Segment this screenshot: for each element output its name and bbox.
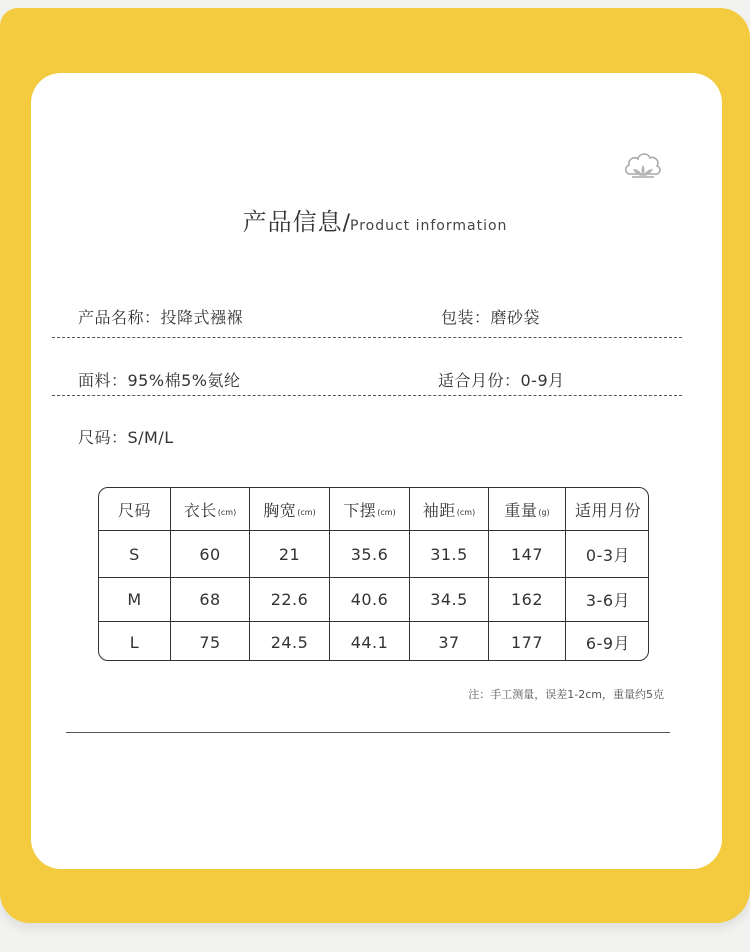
- table-cell: 44.1: [330, 622, 410, 661]
- table-header-cell: 衣长 (cm): [171, 488, 250, 531]
- table-cell: 40.6: [330, 578, 410, 622]
- divider: [52, 395, 682, 396]
- divider: [52, 337, 682, 338]
- size-info: 尺码：S/M/L: [78, 428, 174, 447]
- table-cell: 34.5: [410, 578, 489, 622]
- table-cell: 21: [250, 531, 330, 578]
- title-slash: /: [342, 211, 350, 236]
- table-cell: M: [99, 578, 171, 622]
- cotton-icon: [622, 148, 664, 182]
- table-cell: 22.6: [250, 578, 330, 622]
- table-header-cell: 袖距 (cm): [410, 488, 489, 531]
- table-cell: 31.5: [410, 531, 489, 578]
- measurement-note: 注：手工测量，误差1-2cm，重量约5克: [468, 688, 664, 701]
- info-card: [31, 73, 722, 869]
- table-cell: 60: [171, 531, 250, 578]
- title-en: Product information: [350, 218, 508, 234]
- fabric-info: 面料：95%棉5%氨纶: [78, 371, 241, 390]
- table-header-cell: 适用月份: [566, 488, 649, 531]
- table-cell: 162: [489, 578, 566, 622]
- package-info: 包装：磨砂袋: [441, 308, 541, 327]
- table-cell: 68: [171, 578, 250, 622]
- table-cell: 37: [410, 622, 489, 661]
- table-cell: 75: [171, 622, 250, 661]
- table-cell: 177: [489, 622, 566, 661]
- table-header-cell: 尺码: [99, 488, 171, 531]
- table-header-cell: 下摆 (cm): [330, 488, 410, 531]
- title-cn: 产品信息: [242, 208, 343, 236]
- table-cell: 147: [489, 531, 566, 578]
- table-cell: 35.6: [330, 531, 410, 578]
- table-cell: S: [99, 531, 171, 578]
- table-header-cell: 胸宽 (cm): [250, 488, 330, 531]
- size-table: [98, 487, 649, 661]
- table-cell: 3-6月: [566, 578, 649, 622]
- table-cell: 6-9月: [585, 633, 631, 653]
- table-cell: 24.5: [250, 622, 330, 661]
- table-cell: 0-3月: [566, 531, 649, 578]
- age-info: 适合月份：0-9月: [438, 371, 565, 390]
- table-header-cell: 重量 (g): [489, 488, 566, 531]
- bottom-divider: [66, 732, 670, 733]
- table-cell: L: [99, 622, 171, 661]
- page-title: [0, 202, 750, 237]
- product-name: 产品名称：投降式襁褓: [78, 308, 244, 327]
